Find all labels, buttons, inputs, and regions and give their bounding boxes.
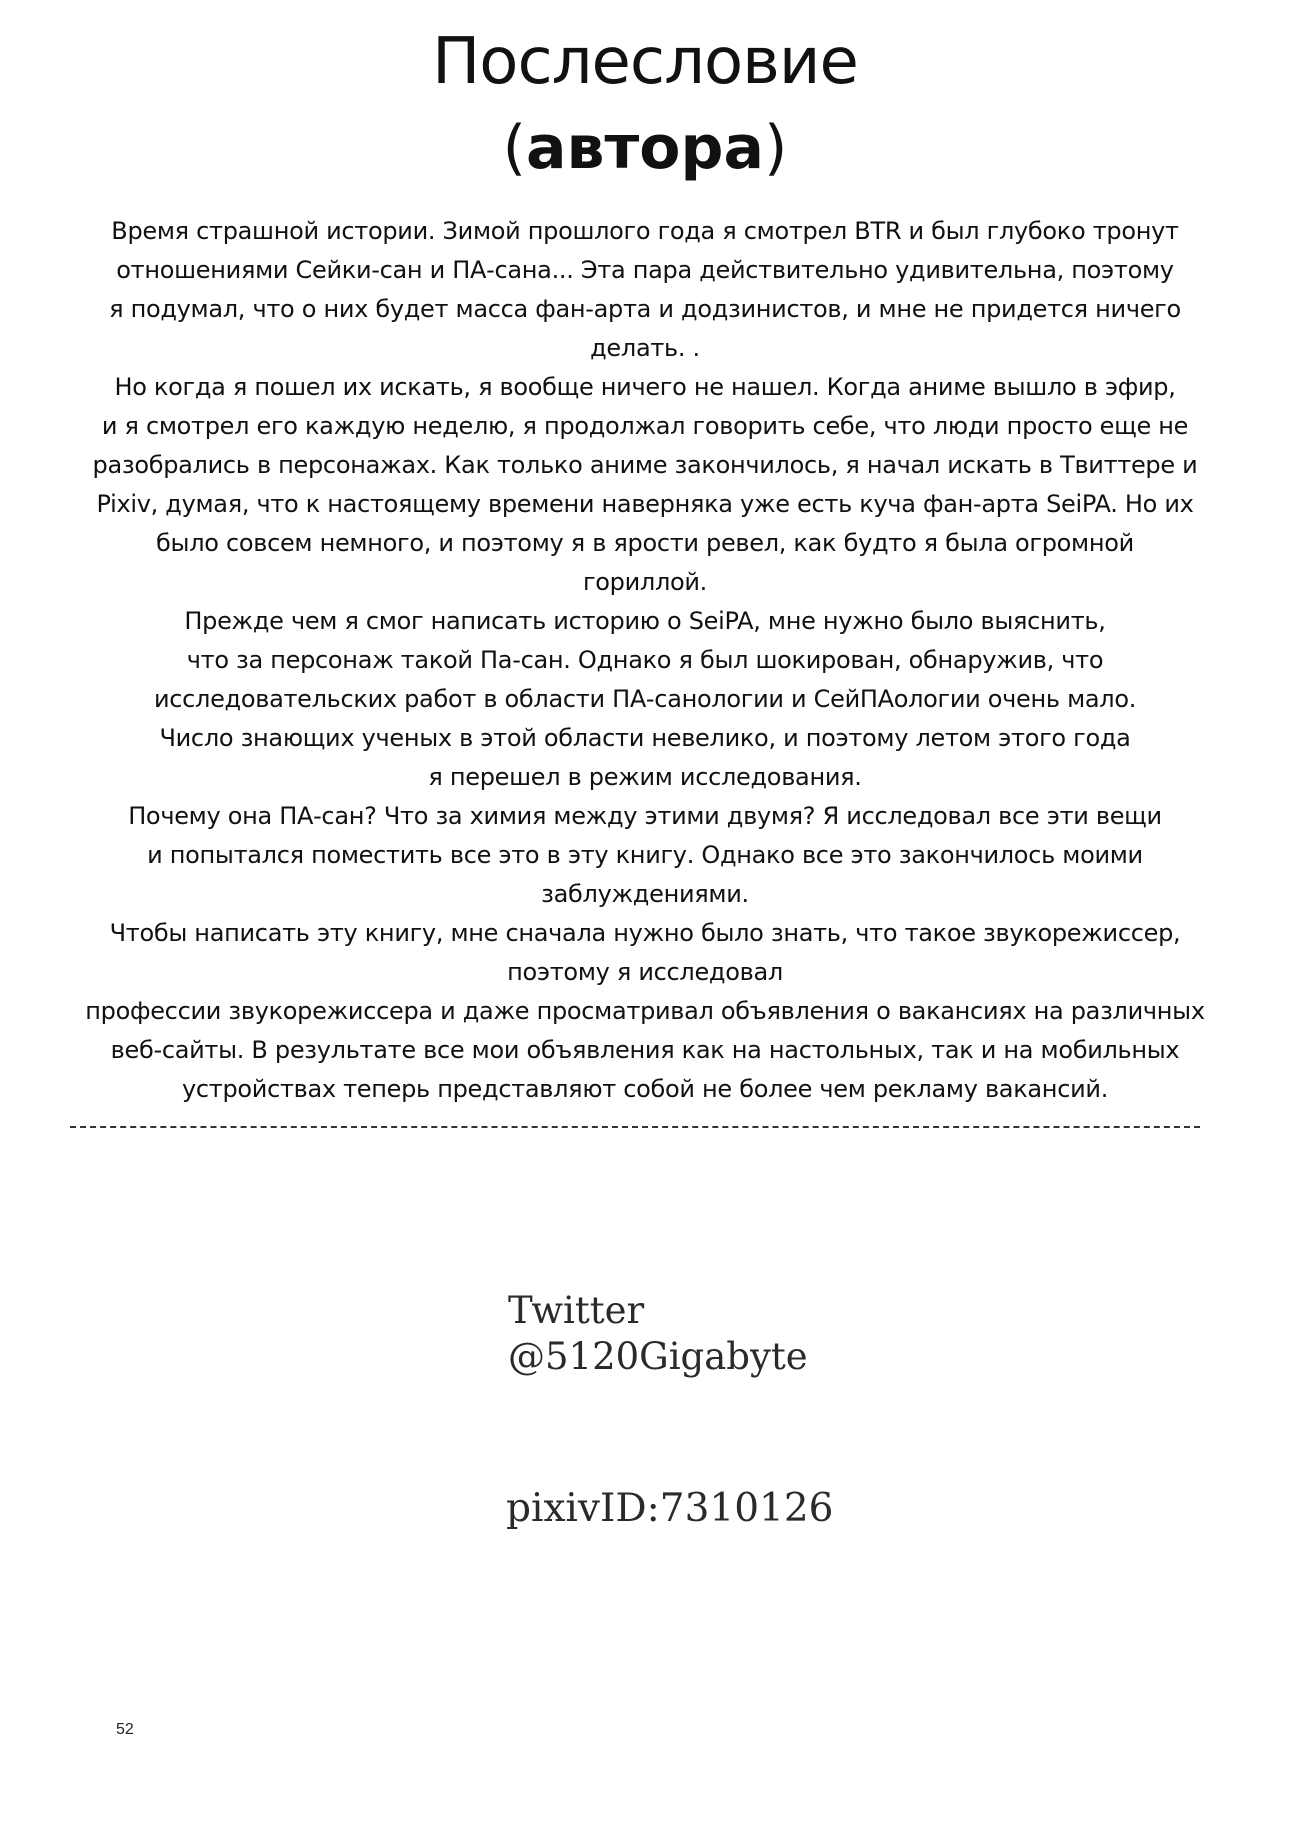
- subtitle-author-word: автора: [526, 113, 764, 183]
- body-line: я перешел в режим исследования.: [428, 763, 862, 791]
- body-line: устройствах теперь представляют собой не более чем рекламу вакансий.: [181, 1075, 1109, 1103]
- body-line: и попытался поместить все это в эту книгу. Однако все это закончилось моими: [147, 841, 1143, 869]
- body-line: делать. .: [590, 334, 700, 362]
- body-line: и я смотрел его каждую неделю, я продолжал говорить себе, что люди просто еще не: [101, 412, 1189, 440]
- subtitle-open-paren: (: [502, 113, 527, 183]
- body-line: было совсем немного, и поэтому я в ярости ревел, как будто я была огромной: [156, 529, 1134, 557]
- twitter-handle: @5120Gigabyte: [508, 1335, 808, 1378]
- page-subtitle: [0, 108, 1290, 188]
- body-line: что за персонаж такой Па-сан. Однако я был шокирован, обнаружив, что: [186, 646, 1104, 674]
- twitter-label: Twitter: [508, 1289, 645, 1332]
- body-line: Почему она ПА-сан? Что за химия между этими двумя? Я исследовал все эти вещи: [128, 802, 1162, 830]
- subtitle-close-paren: ): [763, 113, 788, 183]
- body-line: гориллой.: [582, 568, 707, 596]
- dashed-divider: [70, 1126, 1200, 1128]
- body-line: заблуждениями.: [541, 880, 749, 908]
- body-line: исследовательских работ в области ПА-санологии и СейПАологии очень мало.: [153, 685, 1137, 713]
- pixiv-id: pixivID:7310126: [506, 1486, 834, 1531]
- body-line: разобрались в персонажах. Как только аниме закончилось, я начал искать в Твиттере и: [92, 451, 1198, 479]
- body-line: Число знающих ученых в этой области невелико, и поэтому летом этого года: [159, 724, 1131, 752]
- body-line: Pixiv, думая, что к настоящему времени наверняка уже есть куча фан-арта SeiPA. Но их: [96, 490, 1194, 518]
- body-line: Но когда я пошел их искать, я вообще ничего не нашел. Когда аниме вышло в эфир,: [114, 373, 1176, 401]
- body-line: Чтобы написать эту книгу, мне сначала нужно было знать, что такое звукорежиссер,: [109, 919, 1181, 947]
- body-line: я подумал, что о них будет масса фан-арта и додзинистов, и мне не придется ничего: [109, 295, 1181, 323]
- page-title: Послесловие: [432, 25, 858, 99]
- twitter-contact: [508, 1288, 808, 1380]
- page-number: 52: [116, 1721, 134, 1738]
- body-line: поэтому я исследовал: [507, 958, 783, 986]
- body-line: веб-сайты. В результате все мои объявления как на настольных, так и на мобильных: [110, 1036, 1180, 1064]
- body-line: Время страшной истории. Зимой прошлого года я смотрел BTR и был глубоко тронут: [111, 217, 1179, 245]
- afterword-body: [40, 212, 1250, 1109]
- body-line: Прежде чем я смог написать историю о SeiPA, мне нужно было выяснить,: [184, 607, 1106, 635]
- body-line: отношениями Сейки-сан и ПА-сана... Эта пара действительно удивительна, поэтому: [116, 256, 1174, 284]
- body-line: профессии звукорежиссера и даже просматривал объявления о вакансиях на различных: [85, 997, 1205, 1025]
